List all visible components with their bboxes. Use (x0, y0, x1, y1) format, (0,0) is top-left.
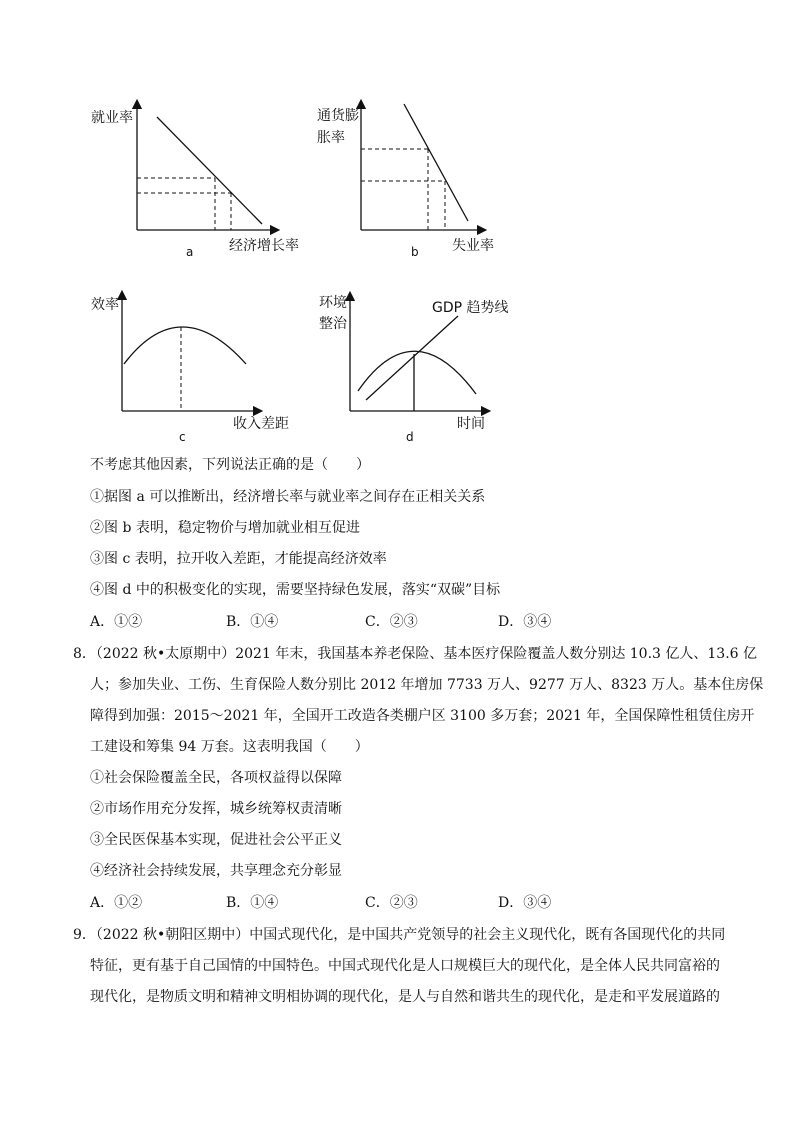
q7-option-d[interactable]: D．③④ (498, 614, 552, 630)
q8-option-d[interactable]: D．③④ (498, 895, 552, 911)
fig-a-caption: a (186, 245, 194, 259)
fig-a-curve (157, 117, 262, 224)
fig-b-caption: b (411, 245, 419, 259)
q8-line-3: 障得到加强：2015～2021 年，全国开工改造各类棚户区 3100 多万套；2021 年，全国保障性租赁住房开 (90, 708, 755, 724)
fig-a-xlabel: 经济增长率 (229, 238, 299, 254)
figure-b (317, 104, 494, 259)
fig-a-ylabel: 就业率 (91, 110, 133, 126)
q8-option-c[interactable]: C．②③ (365, 895, 418, 911)
fig-c-caption: c (179, 430, 186, 444)
figure-area (0, 0, 794, 460)
q8-line-4: 工建设和筹集 94 万套。这表明我国（ ） (90, 739, 369, 755)
q7-item-4: ④图 d 中的积极变化的实现，需要坚持绿色发展，落实“双碳”目标 (90, 582, 501, 598)
q9-line-1: 9．（2022 秋•朝阳区期中）中国式现代化，是中国共产党领导的社会主义现代化，既有各国现代化的共同 (73, 927, 726, 943)
figures-svg (0, 0, 794, 460)
figure-c (91, 295, 289, 444)
q9-line-3: 现代化，是物质文明和精神文明相协调的现代化，是人与自然和谐共生的现代化，是走和平发展道路的 (90, 989, 720, 1005)
fig-c-ylabel: 效率 (91, 297, 119, 313)
q7-item-3: ③图 c 表明，拉开收入差距，才能提高经济效率 (90, 551, 387, 567)
fig-d-xlabel: 时间 (457, 416, 485, 432)
fig-d-ylabel-2: 整治 (319, 316, 347, 332)
q7-item-2: ②图 b 表明，稳定物价与增加就业相互促进 (90, 520, 360, 536)
fig-d-trend-label: GDP 趋势线 (432, 300, 509, 316)
figure-a (91, 104, 299, 259)
fig-b-ylabel-2: 胀率 (317, 130, 345, 146)
q8-item-4: ④经济社会持续发展，共享理念充分彰显 (90, 863, 342, 879)
fig-d-curve (358, 351, 476, 394)
q7-item-1: ①据图 a 可以推断出，经济增长率与就业率之间存在正相关关系 (90, 489, 486, 505)
q7-stem: 不考虑其他因素，下列说法正确的是（ ） (90, 457, 370, 473)
fig-b-curve (404, 104, 468, 221)
q8-line-1: 8．（2022 秋•太原期中）2021 年末，我国基本养老保险、基本医疗保险覆盖人数分别达 10.3 亿人、13.6 亿 (73, 646, 758, 662)
fig-d-ylabel-1: 环境 (319, 295, 347, 311)
q8-option-b[interactable]: B．①④ (226, 895, 279, 911)
fig-c-xlabel: 收入差距 (233, 416, 289, 432)
q7-option-a[interactable]: A．①② (90, 614, 143, 630)
q7-option-b[interactable]: B．①④ (226, 614, 279, 630)
fig-c-curve (124, 327, 246, 364)
q8-line-2: 人；参加失业、工伤、生育保险人数分别比 2012 年增加 7733 万人、9277 万人、8323 万人。基本住房保 (90, 677, 764, 693)
q9-line-2: 特征，更有基于自己国情的中国特色。中国式现代化是人口规模巨大的现代化，是全体人民共同富裕的 (90, 958, 720, 974)
fig-d-caption: d (406, 430, 414, 444)
fig-b-ylabel-1: 通货膨 (317, 108, 359, 124)
fig-b-xlabel: 失业率 (452, 238, 494, 254)
q7-option-c[interactable]: C．②③ (365, 614, 418, 630)
figure-d (319, 295, 509, 444)
q8-option-a[interactable]: A．①② (90, 895, 143, 911)
q8-item-2: ②市场作用充分发挥，城乡统筹权责清晰 (90, 801, 342, 817)
q8-item-1: ①社会保险覆盖全民，各项权益得以保障 (90, 770, 342, 786)
fig-d-trend-line (366, 316, 458, 400)
q8-item-3: ③全民医保基本实现，促进社会公平正义 (90, 832, 342, 848)
